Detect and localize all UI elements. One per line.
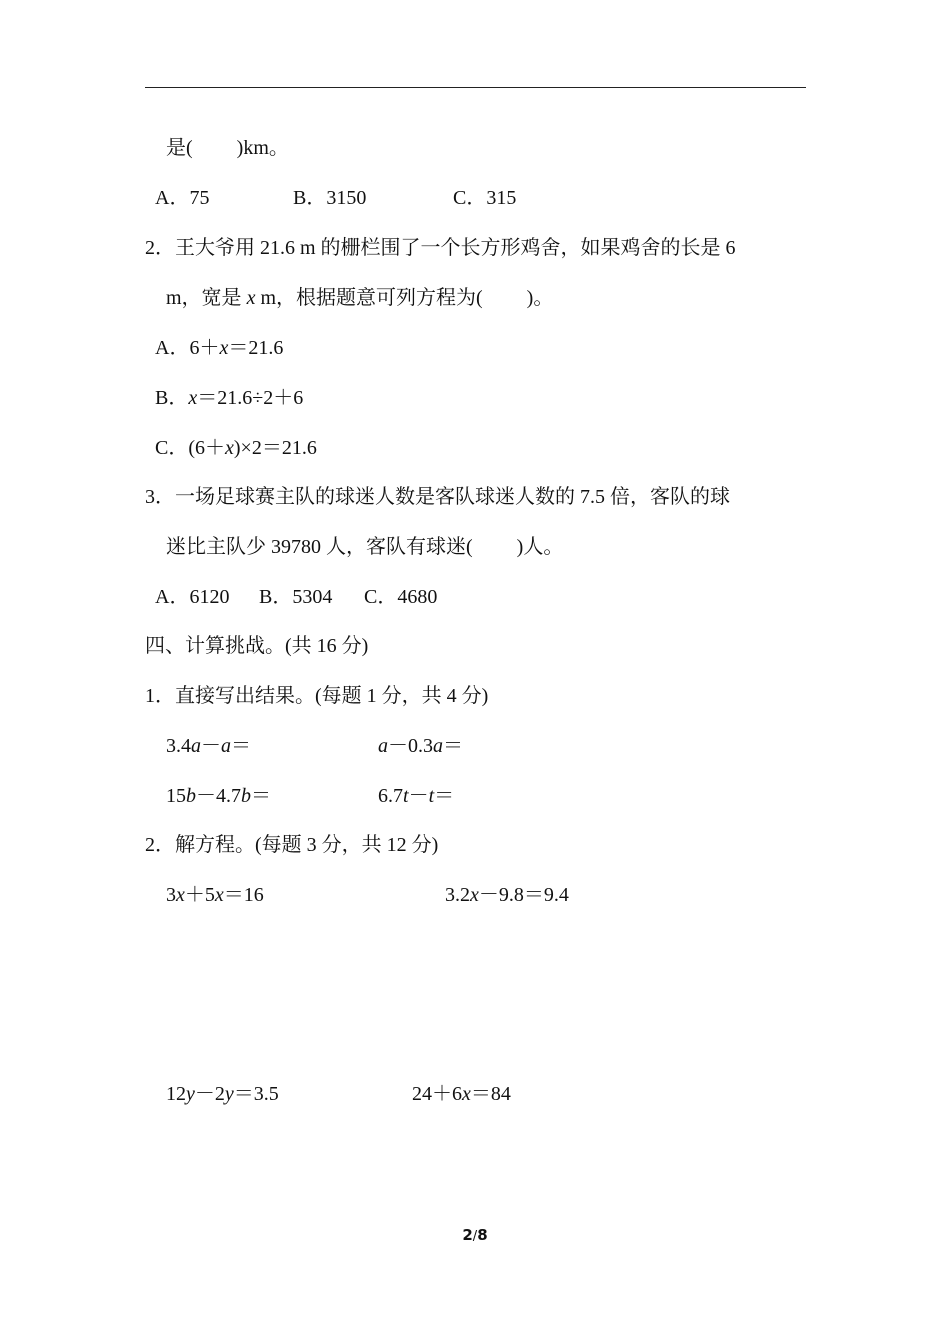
- q1-option-c: C．315: [453, 187, 517, 209]
- q2-option-c: C．(6＋x)×2＝21.6: [155, 437, 317, 459]
- expr-3: 15b－4.7b＝: [166, 785, 271, 807]
- part1-title: 1．直接写出结果。(每题 1 分，共 4 分): [145, 685, 489, 707]
- equation-2: 3.2x－9.8＝9.4: [445, 884, 569, 906]
- q1-option-a: A．75: [155, 187, 210, 209]
- q2-stem-line1: 2．王大爷用 21.6 m 的栅栏围了一个长方形鸡舍，如果鸡舍的长是 6: [145, 237, 736, 259]
- equation-4: 24＋6x＝84: [412, 1083, 511, 1105]
- expr-4: 6.7t－t＝: [378, 785, 455, 807]
- section4-title: 四、计算挑战。(共 16 分): [145, 635, 369, 657]
- q3-option-c: C．4680: [364, 586, 438, 608]
- q3-stem-line1: 3．一场足球赛主队的球迷人数是客队球迷人数的 7.5 倍，客队的球: [145, 486, 730, 508]
- equation-1: 3x＋5x＝16: [166, 884, 264, 906]
- expr-1: 3.4a－a＝: [166, 735, 251, 757]
- q2-option-a: A．6＋x＝21.6: [155, 337, 284, 359]
- q1-option-b: B．3150: [293, 187, 367, 209]
- q3-option-a: A．6120: [155, 586, 230, 608]
- q3-option-b: B．5304: [259, 586, 333, 608]
- page-number: 2/8: [462, 1226, 488, 1244]
- header-rule: [145, 87, 806, 88]
- q2-option-b: B．x＝21.6÷2＋6: [155, 387, 304, 409]
- q3-stem-line2: 迷比主队少 39780 人，客队有球迷( )人。: [166, 536, 564, 558]
- q1-tail: 是( )km。: [166, 137, 289, 159]
- part2-title: 2．解方程。(每题 3 分，共 12 分): [145, 834, 439, 856]
- q2-stem-line2: m，宽是 x m，根据题意可列方程为( )。: [166, 287, 554, 309]
- equation-3: 12y－2y＝3.5: [166, 1083, 279, 1105]
- expr-2: a－0.3a＝: [378, 735, 463, 757]
